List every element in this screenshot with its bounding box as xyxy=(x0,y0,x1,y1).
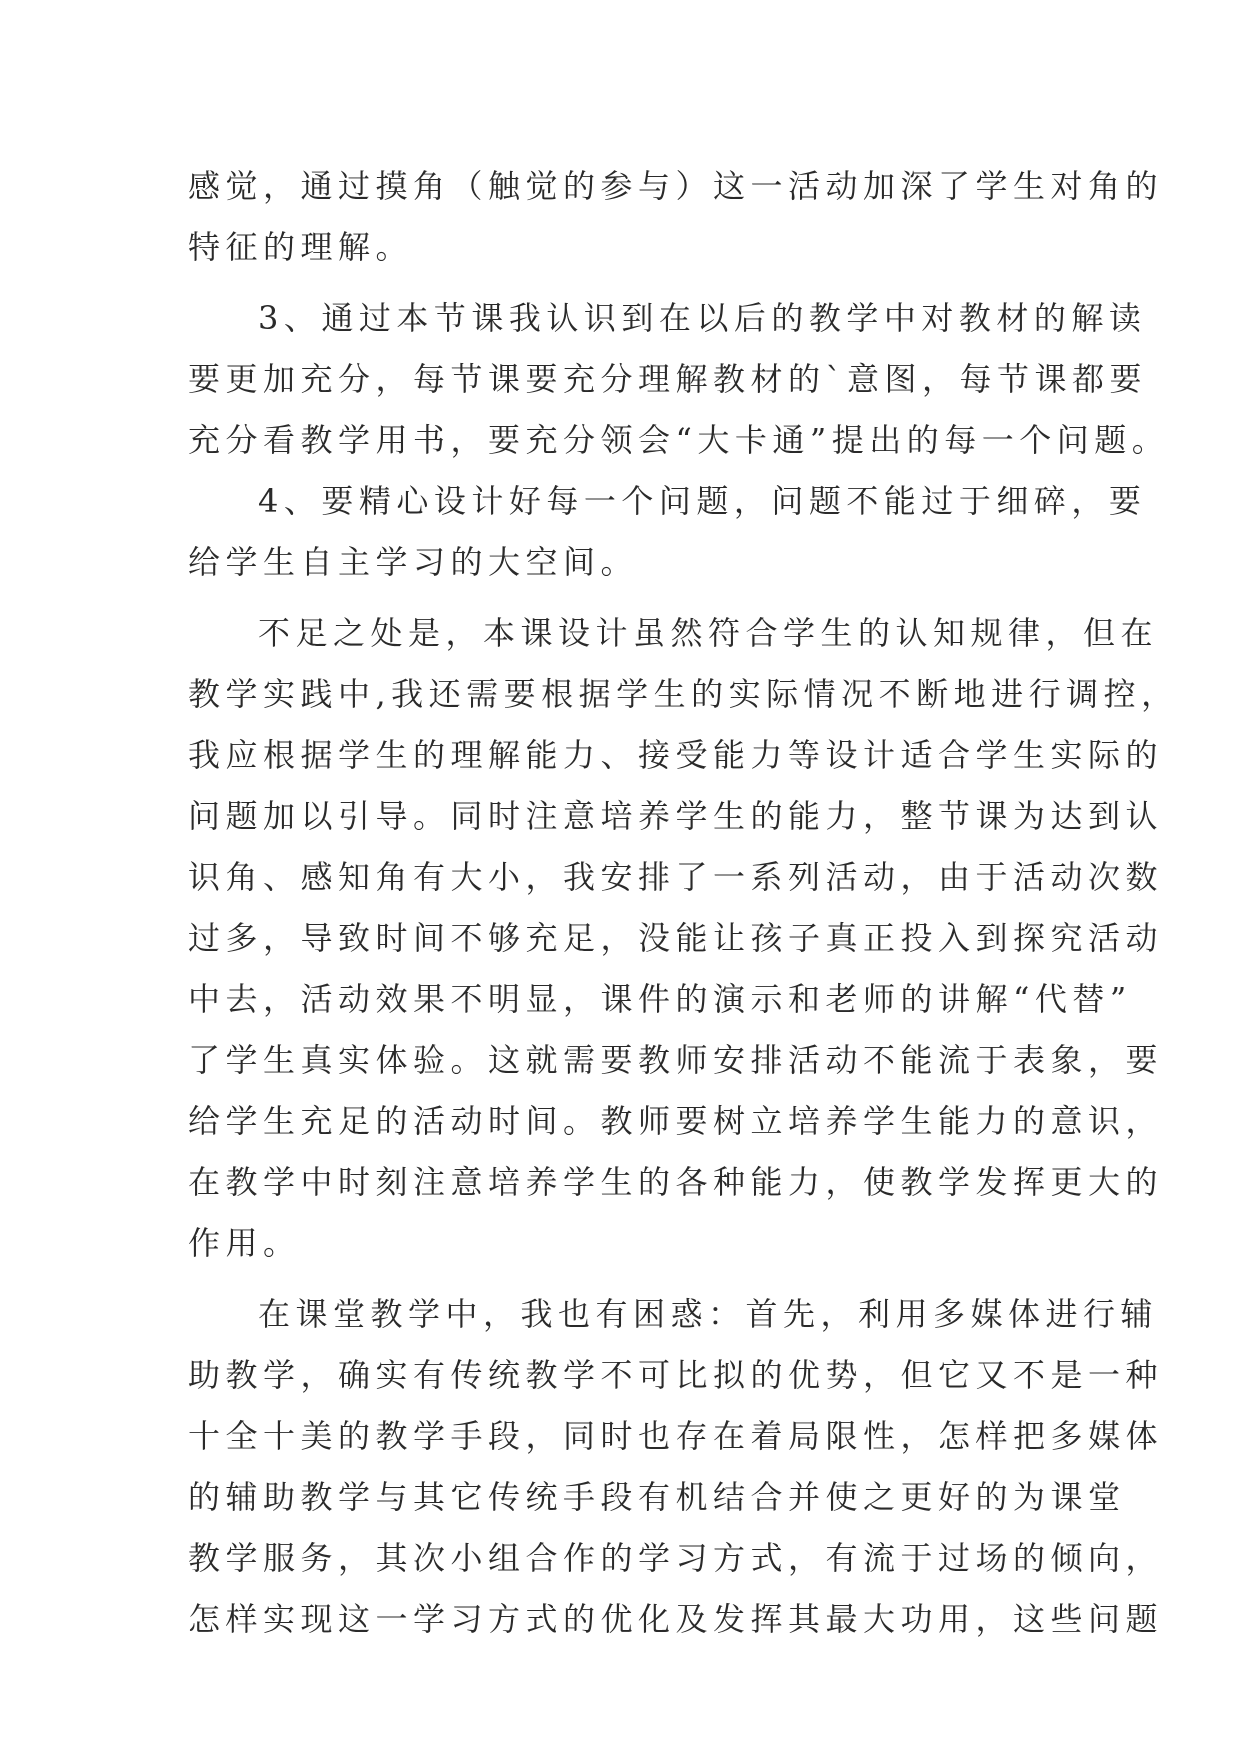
text-line: 在教学中时刻注意培养学生的各种能力，使教学发挥更大的 xyxy=(188,1163,1164,1201)
text-line: 充分看教学用书，要充分领会“大卡通”提出的每一个问题。 xyxy=(188,421,1170,459)
text-line: 教学服务，其次小组合作的学习方式，有流于过场的倾向， xyxy=(188,1539,1164,1577)
text-line: 的辅助教学与其它传统手段有机结合并使之更好的为课堂 xyxy=(188,1478,1126,1516)
text-line: 特征的理解。 xyxy=(188,228,414,266)
text-line: 识角、感知角有大小，我安排了一系列活动，由于活动次数 xyxy=(188,858,1164,896)
text-line: 了学生真实体验。这就需要教师安排活动不能流于表象，要 xyxy=(188,1041,1164,1079)
text-line: 助教学，确实有传统教学不可比拟的优势，但它又不是一种 xyxy=(188,1356,1164,1394)
text-line: 过多，导致时间不够充足，没能让孩子真正投入到探究活动 xyxy=(188,919,1164,957)
paragraph-start-line: 4、要精心设计好每一个问题，问题不能过于细碎，要 xyxy=(258,482,1147,520)
text-line: 中去，活动效果不明显，课件的演示和老师的讲解“代替” xyxy=(188,980,1132,1018)
paragraph-start-line: 在课堂教学中，我也有困惑：首先，利用多媒体进行辅 xyxy=(258,1295,1159,1333)
text-line: 给学生充足的活动时间。教师要树立培养学生能力的意识， xyxy=(188,1102,1164,1140)
text-line: 十全十美的教学手段，同时也存在着局限性，怎样把多媒体 xyxy=(188,1417,1164,1455)
paragraph-start-line: 3、通过本节课我认识到在以后的教学中对教材的解读 xyxy=(258,299,1147,337)
text-line: 怎样实现这一学习方式的优化及发挥其最大功用，这些问题 xyxy=(188,1600,1164,1638)
paragraph-start-line: 不足之处是，本课设计虽然符合学生的认知规律，但在 xyxy=(258,614,1159,652)
text-line: 感觉，通过摸角（触觉的参与）这一活动加深了学生对角的 xyxy=(188,167,1164,205)
text-line: 给学生自主学习的大空间。 xyxy=(188,543,639,581)
document-body xyxy=(188,156,1179,1650)
text-line: 教学实践中,我还需要根据学生的实际情况不断地进行调控， xyxy=(188,675,1179,713)
text-line: 要更加充分，每节课要充分理解教材的`意图，每节课都要 xyxy=(188,360,1148,398)
text-line: 问题加以引导。同时注意培养学生的能力，整节课为达到认 xyxy=(188,797,1164,835)
text-line: 我应根据学生的理解能力、接受能力等设计适合学生实际的 xyxy=(188,736,1164,774)
text-line: 作用。 xyxy=(188,1224,301,1262)
